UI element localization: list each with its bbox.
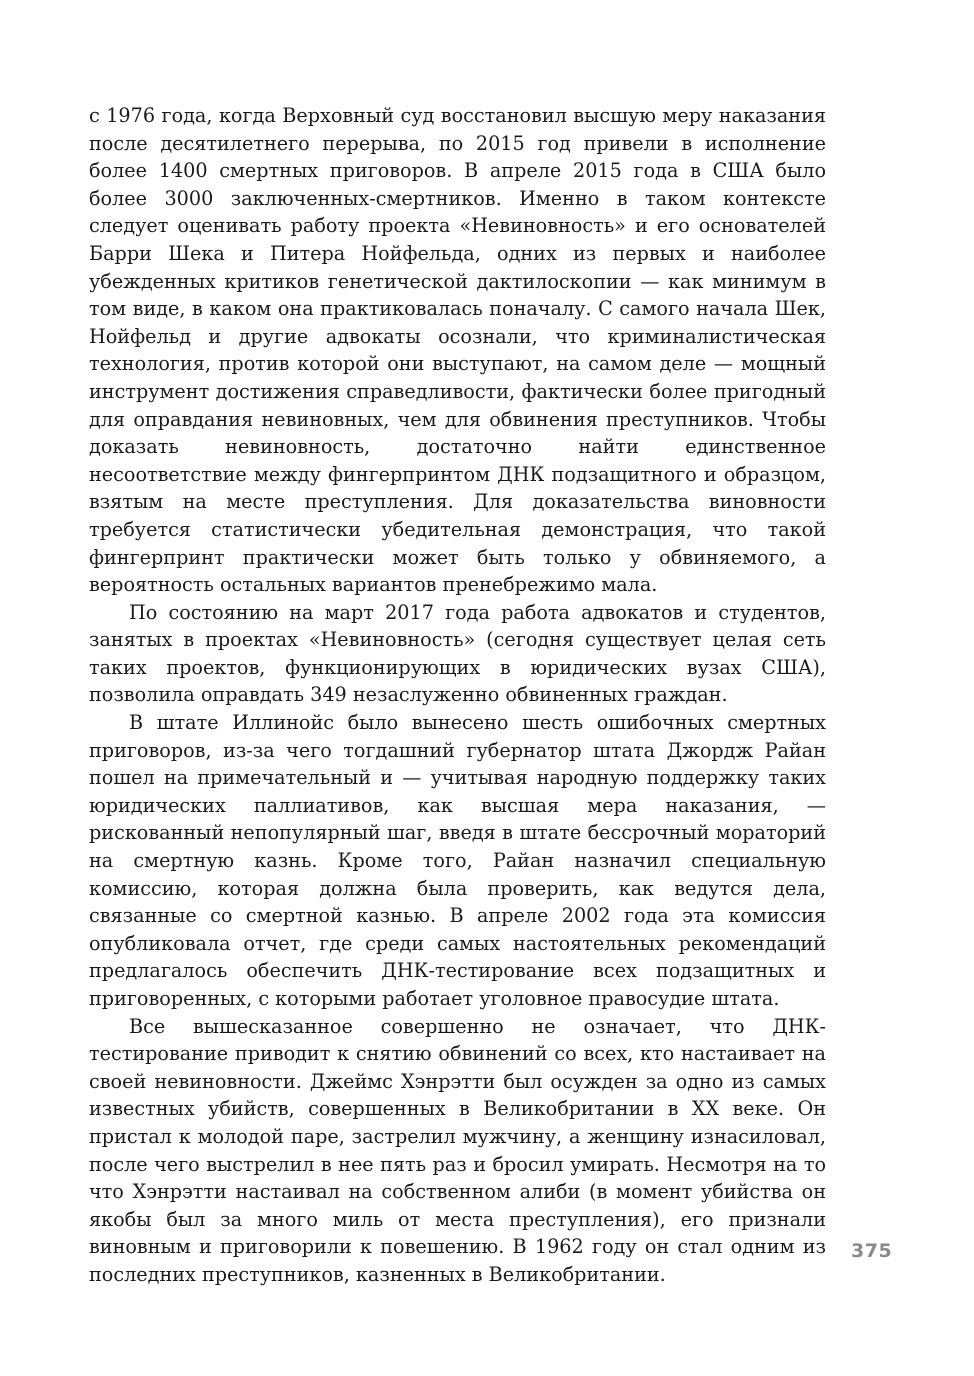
page-number: 375 bbox=[851, 1240, 893, 1262]
paragraph-4: Все вышесказанное совершенно не означает, что ДНК-тестирование приводит к снятию обвинений со всех, кто настаивает на своей невиновности. Джеймс Хэнрэтти был осужден за одно из самых известных убийств, совершенных в Великобритании в XX веке. Он пристал к молодой паре, застрелил мужчину, а женщину изнасиловал, после чего выстрелил в нее пять раз и бросил умирать. Несмотря на то что Хэнрэтти настаивал на собственном алиби (в момент убийства он якобы был за много миль от места преступления), его признали виновным и приговорили к повешению. В 1962 году он стал одним из последних преступников, казненных в Великобритании. bbox=[89, 1014, 826, 1286]
body-text bbox=[89, 102, 826, 1289]
paragraph-3: В штате Иллинойс было вынесено шесть ошибочных смертных приговоров, из-за чего тогдашний губернатор штата Джордж Райан пошел на примечательный и — учитывая народную поддержку таких юридических паллиативов, как высшая мера наказания, — рискованный непопулярный шаг, введя в штате бессрочный мораторий на смертную казнь. Кроме того, Райан назначил специальную комиссию, которая должна была проверить, как ведутся дела, связанные со смертной казнью. В апреле 2002 года эта комиссия опубликовала отчет, где среди самых настоятельных рекомендаций предлагалось обеспечить ДНК-тестирование всех подзащитных и приговоренных, с которыми работает уголовное правосудие штата. bbox=[89, 711, 826, 1010]
paragraph-1: с 1976 года, когда Верховный суд восстановил высшую меру наказания после десятилетнего перерыва, по 2015 год привели в исполнение более 1400 смертных приговоров. В апреле 2015 года в США было более 3000 заключенных-смертников. Именно в таком контексте следует оценивать работу проекта «Невиновность» и его основателей Барри Шека и Питера Нойфельда, одних из первых и наиболее убежденных критиков генетической дактилоскопии — как минимум в том виде, в каком она практиковалась поначалу. С самого начала Шек, Нойфельд и другие адвокаты осознали, что криминалистическая технология, против которой они выступают, на самом деле — мощный инструмент достижения справедливости, фактически более пригодный для оправдания невиновных, чем для обвинения преступников. Чтобы доказать невиновность, достаточно найти единственное несоответствие между фингерпринтом ДНК подзащитного и образцом, взятым на месте преступления. Для доказательства виновности требуется статистически убедительная демонстрация, что такой фингерпринт практически может быть только у обвиняемого, а вероятность остальных вариантов пренебрежимо мала. bbox=[89, 104, 826, 597]
paragraph-2: По состоянию на март 2017 года работа адвокатов и студентов, занятых в проектах «Невиновность» (сегодня существует целая сеть таких проектов, функционирующих в юридических вузах США), позволила оправдать 349 незаслуженно обвиненных граждан. bbox=[89, 600, 826, 707]
